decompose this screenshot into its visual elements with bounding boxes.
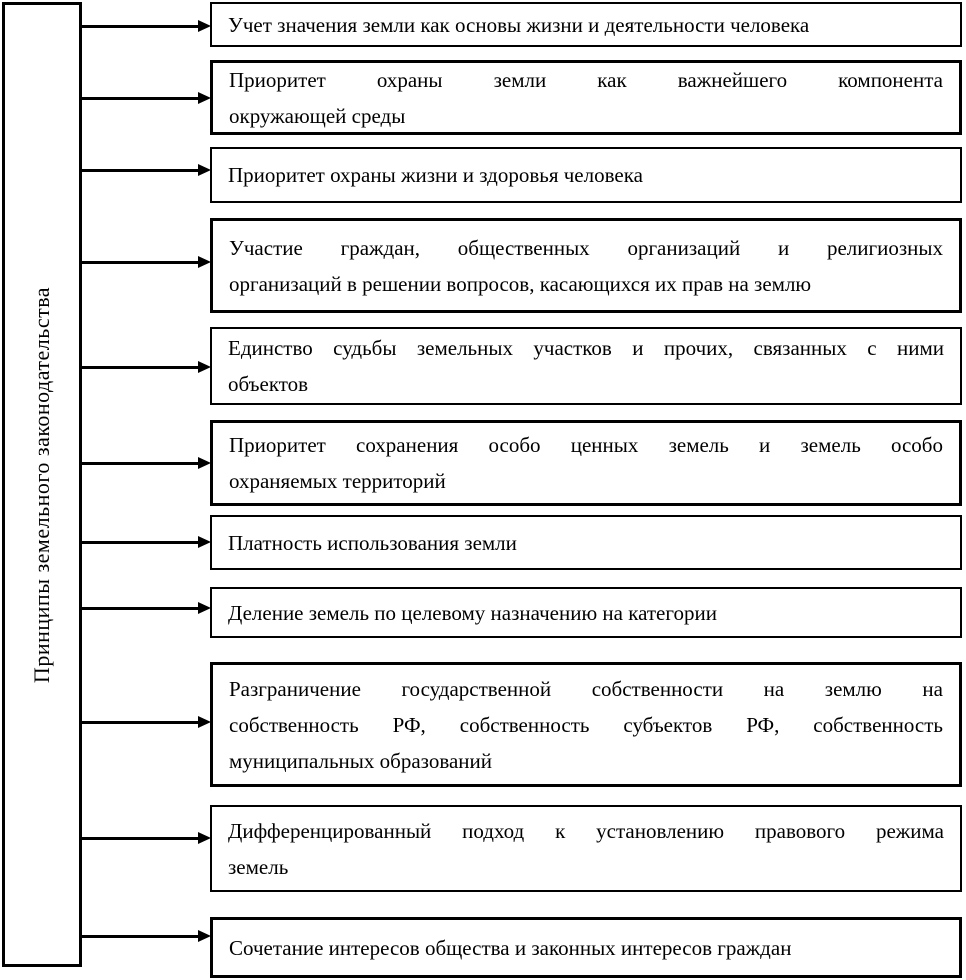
principle-box-3 [210,147,962,203]
principle-box-6 [210,420,962,506]
principle-text-line: организаций в решении вопросов, касающихся их прав на землю [229,271,812,296]
principle-box-11 [210,917,962,978]
principle-text-line: Приоритет охраны жизни и здоровья человека [228,163,643,187]
principle-text-line: Приоритет сохранения особо ценных земель и земель особо [229,433,943,457]
principle-text-line: Разграничение государственной собственности на землю на [229,676,943,701]
principle-box-9 [210,662,962,787]
root-node-label: Принципы земельного законодательства [29,286,54,683]
arrow-line-9 [82,721,198,724]
principle-text-line: Дифференцированный подход к установлению правового режима [228,818,944,843]
principle-box-2 [210,60,962,135]
principle-text-line: охраняемых территорий [229,469,446,493]
arrow-line-1 [82,25,198,28]
arrow-line-7 [82,541,198,544]
principle-text-line: Платность использования земли [228,530,517,555]
principle-text-line: Деление земель по целевому назначению на категории [228,600,717,625]
arrow-line-5 [82,366,198,369]
principle-text-line: Учет значения земли как основы жизни и деятельности человека [228,12,810,37]
principle-box-5 [210,327,962,405]
principle-text-line: Участие граждан, общественных организаций и религиозных [229,235,943,260]
principle-box-1 [210,2,962,47]
principle-text-line: Сочетание интересов общества и законных интересов граждан [229,935,792,960]
arrow-line-8 [82,607,198,610]
arrow-line-4 [82,261,198,264]
principle-text-line: собственность РФ, собственность субъектов РФ, собственность [229,712,943,737]
arrow-line-6 [82,462,198,465]
arrow-line-3 [82,169,198,172]
principle-text-line: Приоритет охраны земли как важнейшего компонента [229,67,943,92]
principle-box-4 [210,218,962,313]
principle-box-10 [210,805,962,892]
principle-text-line: земель [228,854,289,879]
principle-text-line: муниципальных образований [229,748,492,773]
principle-text-line: объектов [228,372,309,396]
principle-text-line: Единство судьбы земельных участков и прочих, связанных с ними [228,336,944,360]
arrow-line-10 [82,837,198,840]
arrow-line-2 [82,97,198,100]
principle-text-line: окружающей среды [229,103,406,128]
root-node [2,2,82,967]
principle-box-7 [210,515,962,570]
principle-box-8 [210,587,962,638]
arrow-line-11 [82,935,198,938]
